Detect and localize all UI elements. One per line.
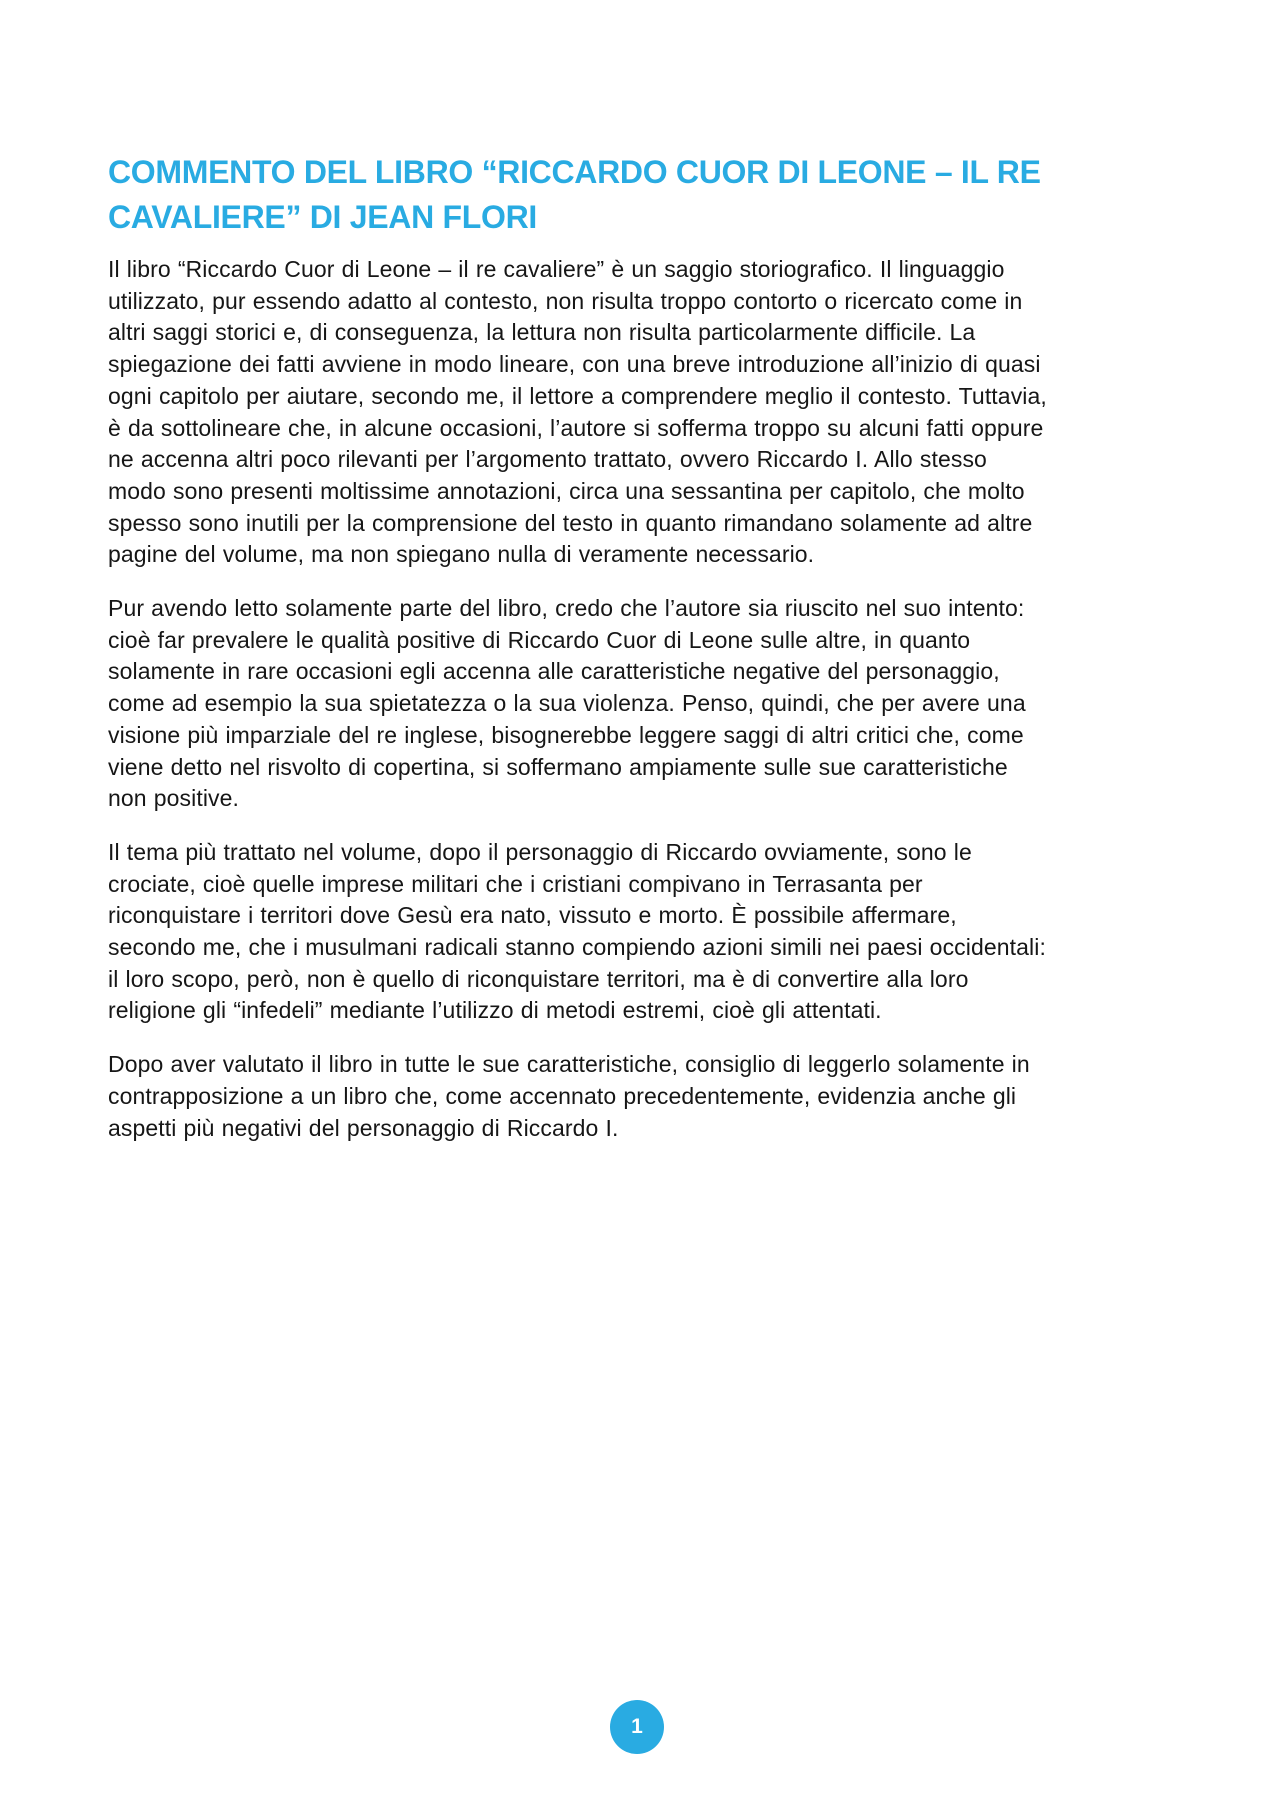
text-line: Il libro “Riccardo Cuor di Leone – il re cavaliere” è un saggio storiografico. Il linguaggio bbox=[108, 256, 1005, 282]
page-number-badge bbox=[610, 1700, 664, 1754]
document-content bbox=[108, 150, 1203, 1166]
text-line: cioè far prevalere le qualità positive di Riccardo Cuor di Leone sulle altre, in quanto bbox=[108, 626, 971, 653]
text-line: non positive. bbox=[108, 785, 240, 812]
text-line: Pur avendo letto solamente parte del libro, credo che l’autore sia riuscito nel suo intento: bbox=[108, 595, 1025, 622]
text-line: Dopo aver valutato il libro in tutte le sue caratteristiche, consiglio di leggerlo solamente in bbox=[108, 1051, 1030, 1078]
text-line: aspetti più negativi del personaggio di Riccardo I. bbox=[108, 1114, 619, 1141]
text-line: ogni capitolo per aiutare, secondo me, il lettore a comprendere meglio il contesto. Tuttavia, bbox=[108, 382, 1047, 409]
text-line: religione gli “infedeli” mediante l’utilizzo di metodi estremi, cioè gli attentati. bbox=[108, 997, 882, 1024]
page-title bbox=[108, 150, 1203, 240]
text-line: come ad esempio la sua spietatezza o la sua violenza. Penso, quindi, che per avere una bbox=[108, 690, 1026, 717]
paragraph-4 bbox=[108, 1049, 1203, 1144]
text-line: spesso sono inutili per la comprensione del testo in quanto rimandano solamente ad altre bbox=[108, 509, 1033, 536]
page-number: 1 bbox=[631, 1715, 643, 1738]
text-line: crociate, cioè quelle imprese militari che i cristiani compivano in Terrasanta per bbox=[108, 870, 923, 897]
text-line: Il tema più trattato nel volume, dopo il personaggio di Riccardo ovviamente, sono le bbox=[108, 838, 972, 865]
text-line: CAVALIERE” DI JEAN FLORI bbox=[108, 199, 537, 235]
text-line: ne accenna altri poco rilevanti per l’argomento trattato, ovvero Riccardo I. Allo stesso bbox=[108, 446, 987, 473]
text-line: riconquistare i territori dove Gesù era nato, vissuto e morto. È possibile affermare, bbox=[108, 902, 957, 929]
text-line: utilizzato, pur essendo adatto al contesto, non risulta troppo contorto o ricercato come in bbox=[108, 287, 1023, 314]
paragraph-2 bbox=[108, 593, 1203, 815]
text-line: modo sono presenti moltissime annotazioni, circa una sessantina per capitolo, che molto bbox=[108, 477, 1025, 504]
text-line: contrapposizione a un libro che, come accennato precedentemente, evidenzia anche gli bbox=[108, 1082, 1017, 1109]
text-line: viene detto nel risvolto di copertina, si soffermano ampiamente sulle sue caratteristiche bbox=[108, 753, 1008, 780]
text-line: altri saggi storici e, di conseguenza, la lettura non risulta particolarmente difficile. La bbox=[108, 319, 976, 346]
text-line: visione più imparziale del re inglese, bisognerebbe leggere saggi di altri critici che, come bbox=[108, 721, 1024, 748]
text-line: è da sottolineare che, in alcune occasioni, l’autore si sofferma troppo su alcuni fatti oppure bbox=[108, 414, 1044, 441]
text-line: COMMENTO DEL LIBRO “RICCARDO CUOR DI LEONE – IL RE bbox=[108, 154, 1041, 190]
body-text bbox=[108, 254, 1203, 1144]
text-line: spiegazione dei fatti avviene in modo lineare, con una breve introduzione all’inizio di quasi bbox=[108, 351, 1041, 378]
paragraph-1 bbox=[108, 254, 1203, 571]
text-line: solamente in rare occasioni egli accenna alle caratteristiche negative del personaggio, bbox=[108, 658, 1000, 685]
text-line: secondo me, che i musulmani radicali stanno compiendo azioni simili nei paesi occidentali: bbox=[108, 934, 1046, 961]
text-line: il loro scopo, però, non è quello di riconquistare territori, ma è di convertire alla loro bbox=[108, 965, 969, 992]
paragraph-3 bbox=[108, 837, 1203, 1027]
text-line: pagine del volume, ma non spiegano nulla di veramente necessario. bbox=[108, 541, 815, 568]
